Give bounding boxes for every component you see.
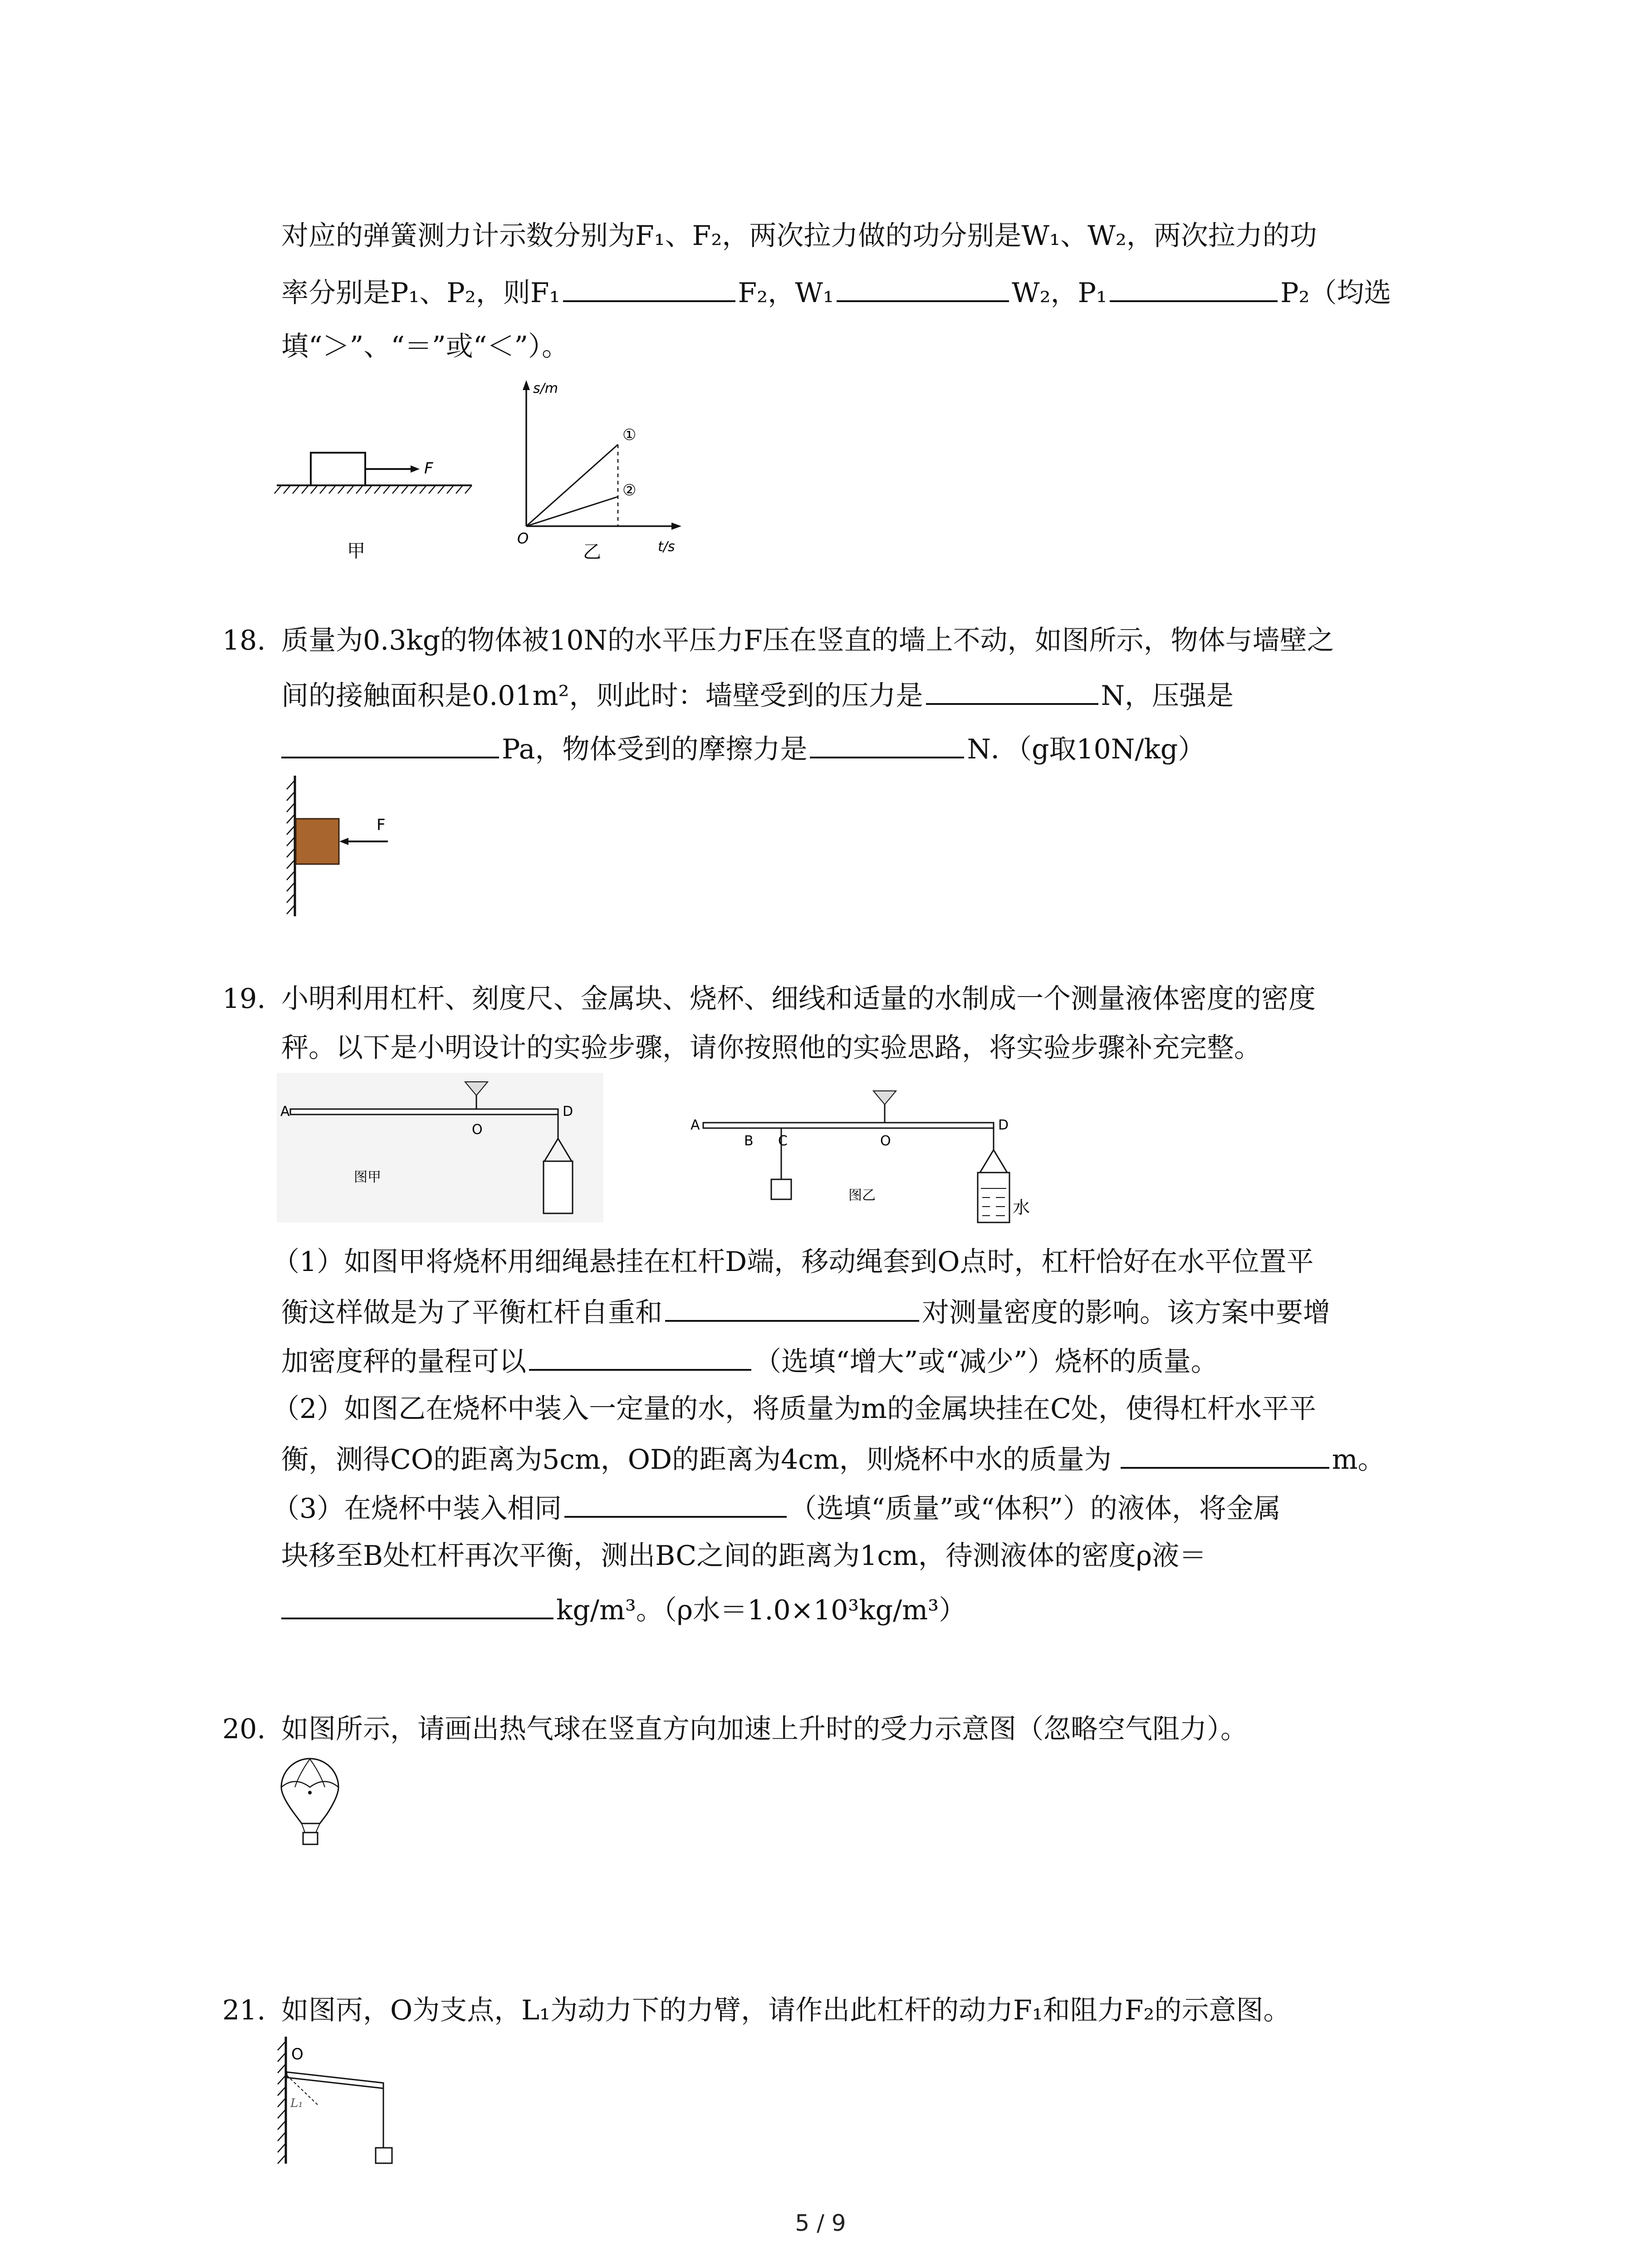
- force-label: F: [377, 816, 386, 834]
- q19-figure-yi: [685, 1077, 1030, 1250]
- center-of-mass-dot: [308, 1791, 312, 1794]
- q19-step1-line1: （1）如图甲将烧杯用细绳悬挂在杠杆D端，移动绳套到O点时，杠杆恰好在水平位置平: [272, 1246, 1314, 1278]
- q18-line2-a: 间的接触面积是0.01m²，则此时：墙壁受到的压力是: [281, 680, 923, 712]
- q18-figure: [268, 771, 404, 921]
- q19-step3-line1: [272, 1488, 1281, 1528]
- lever-rod: [287, 2072, 383, 2088]
- basket: [303, 1833, 318, 1844]
- q18-line3-a: Pa，物体受到的摩擦力是: [502, 733, 808, 765]
- origin-label: O: [517, 530, 529, 547]
- lever: [290, 1109, 558, 1114]
- answer-blank-p[interactable]: [1110, 272, 1278, 302]
- q18-line1: 质量为0.3kg的物体被10N的水平压力F压在竖直的墙上不动，如图所示，物体与墙壁之: [281, 625, 1334, 656]
- q19-step3-line2: 块移至B处杠杆再次平衡，测出BC之间的距离为1cm，待测液体的密度ρ液＝: [281, 1540, 1207, 1572]
- q21-number: 21.: [222, 1994, 266, 2026]
- label-o: O: [472, 1122, 483, 1138]
- q19-figure-jia: [277, 1073, 603, 1222]
- answer-blank-pressure-force[interactable]: [926, 675, 1098, 705]
- answer-blank-friction[interactable]: [810, 728, 964, 758]
- answer-blank-beaker-weight[interactable]: [665, 1292, 919, 1322]
- answer-blank-w[interactable]: [837, 272, 1009, 302]
- label-a: A: [691, 1117, 700, 1133]
- q17-line2-b: F₂，W₁: [738, 277, 834, 309]
- line-1: [526, 445, 618, 526]
- q19-s1-line2-b: 对测量密度的影响。该方案中要增: [922, 1297, 1330, 1329]
- label-d: D: [998, 1117, 1009, 1133]
- lever: [703, 1123, 994, 1128]
- answer-blank-range[interactable]: [529, 1341, 751, 1371]
- answer-blank-same-quantity[interactable]: [564, 1488, 787, 1518]
- q17-line2-a: 率分别是P₁、P₂，则F₁: [281, 277, 560, 309]
- answer-blank-pressure[interactable]: [281, 728, 499, 758]
- q19-step2-line2: [281, 1439, 1385, 1479]
- q19-s1-line2-a: 衡这样做是为了平衡杠杆自重和: [281, 1297, 662, 1329]
- caption-yi: 图乙: [848, 1188, 876, 1203]
- label-c: C: [778, 1133, 788, 1149]
- q19-step2-line1: （2）如图乙在烧杯中装入一定量的水，将质量为m的金属块挂在C处，使得杠杆水平平: [272, 1393, 1316, 1425]
- label-d: D: [563, 1104, 573, 1119]
- metal-block: [771, 1179, 791, 1199]
- hanger: [873, 1091, 896, 1105]
- q18-line3-b: N．（g取10N/kg）: [967, 733, 1205, 765]
- q17-line2-c: W₂，P₁: [1011, 277, 1107, 309]
- block: [311, 453, 365, 485]
- q20-line1: 如图所示，请画出热气球在竖直方向加速上升时的受力示意图（忽略空气阻力）。: [281, 1713, 1248, 1745]
- line-2: [526, 497, 618, 526]
- q17-figure-yi: [504, 376, 694, 567]
- label-b: B: [744, 1133, 754, 1149]
- q18-line3: [281, 728, 1205, 768]
- q20-figure-hot-air-balloon: [277, 1751, 345, 1846]
- hanging-weight: [376, 2148, 392, 2163]
- q17-line2-d: P₂（均选: [1280, 277, 1391, 309]
- label-a: A: [280, 1104, 290, 1119]
- q19-s3-line1-b: （选填“质量”或“体积”）的液体，将金属: [789, 1493, 1281, 1525]
- q20-number: 20.: [222, 1713, 266, 1745]
- beaker: [544, 1161, 573, 1213]
- l1-label: L₁: [290, 2097, 303, 2110]
- q21-line1: 如图丙，O为支点，L₁为动力下的力臂，请作出此杠杆的动力F₁和阻力F₂的示意图。: [281, 1994, 1291, 2026]
- force-label: F: [424, 459, 433, 478]
- q21-figure-bing: [272, 2032, 408, 2168]
- q19-step1-line3: [281, 1341, 1218, 1381]
- answer-blank-f[interactable]: [563, 272, 735, 302]
- q19-s3-line3-text: kg/m³。（ρ水＝1.0×10³kg/m³）: [556, 1594, 966, 1626]
- pivot-label: O: [291, 2045, 304, 2063]
- caption-yi: 乙: [583, 542, 601, 562]
- q19-s2-line2-a: 衡，测得CO的距离为5cm，OD的距离为4cm，则烧杯中水的质量为: [281, 1444, 1112, 1476]
- q18-line2-b: N，压强是: [1101, 680, 1234, 712]
- caption-jia: 甲: [347, 541, 365, 562]
- q18-number: 18.: [222, 625, 266, 656]
- y-axis-label: s/m: [533, 381, 558, 396]
- caption-jia: 图甲: [354, 1169, 381, 1185]
- answer-blank-water-mass[interactable]: [1121, 1439, 1329, 1469]
- line-1-label: ①: [622, 426, 637, 444]
- line-2-label: ②: [622, 481, 637, 499]
- q19-s1-line3-a: 加密度秤的量程可以: [281, 1346, 526, 1378]
- wooden-block: [296, 819, 339, 864]
- x-axis-label: t/s: [658, 539, 675, 555]
- water-label: 水: [1013, 1198, 1030, 1217]
- q19-line1: 小明利用杠杆、刻度尺、金属块、烧杯、细线和适量的水制成一个测量液体密度的密度: [281, 983, 1316, 1015]
- q19-step1-line2: [281, 1292, 1330, 1332]
- q18-line2: [281, 675, 1234, 715]
- q19-s2-line2-b: m。: [1332, 1444, 1385, 1476]
- q19-number: 19.: [222, 983, 266, 1015]
- q17-figure-jia: [272, 435, 481, 572]
- q17-line3: 填“＞”、“＝”或“＜”）。: [281, 331, 569, 362]
- page-number: 5 / 9: [795, 2210, 846, 2236]
- label-o: O: [880, 1133, 891, 1149]
- q17-line1: 对应的弹簧测力计示数分别为F₁、F₂，两次拉力做的功分别是W₁、W₂，两次拉力的功: [281, 220, 1317, 252]
- q19-s1-line3-b: （选填“增大”或“减少”）烧杯的质量。: [754, 1346, 1218, 1378]
- q17-line2: [281, 272, 1391, 312]
- q19-s3-line1-a: （3）在烧杯中装入相同: [272, 1493, 562, 1525]
- answer-blank-density[interactable]: [281, 1589, 554, 1619]
- q19-line2: 秤。以下是小明设计的实验步骤，请你按照他的实验思路，将实验步骤补充完整。: [281, 1032, 1261, 1064]
- q19-step3-line3: [281, 1589, 966, 1629]
